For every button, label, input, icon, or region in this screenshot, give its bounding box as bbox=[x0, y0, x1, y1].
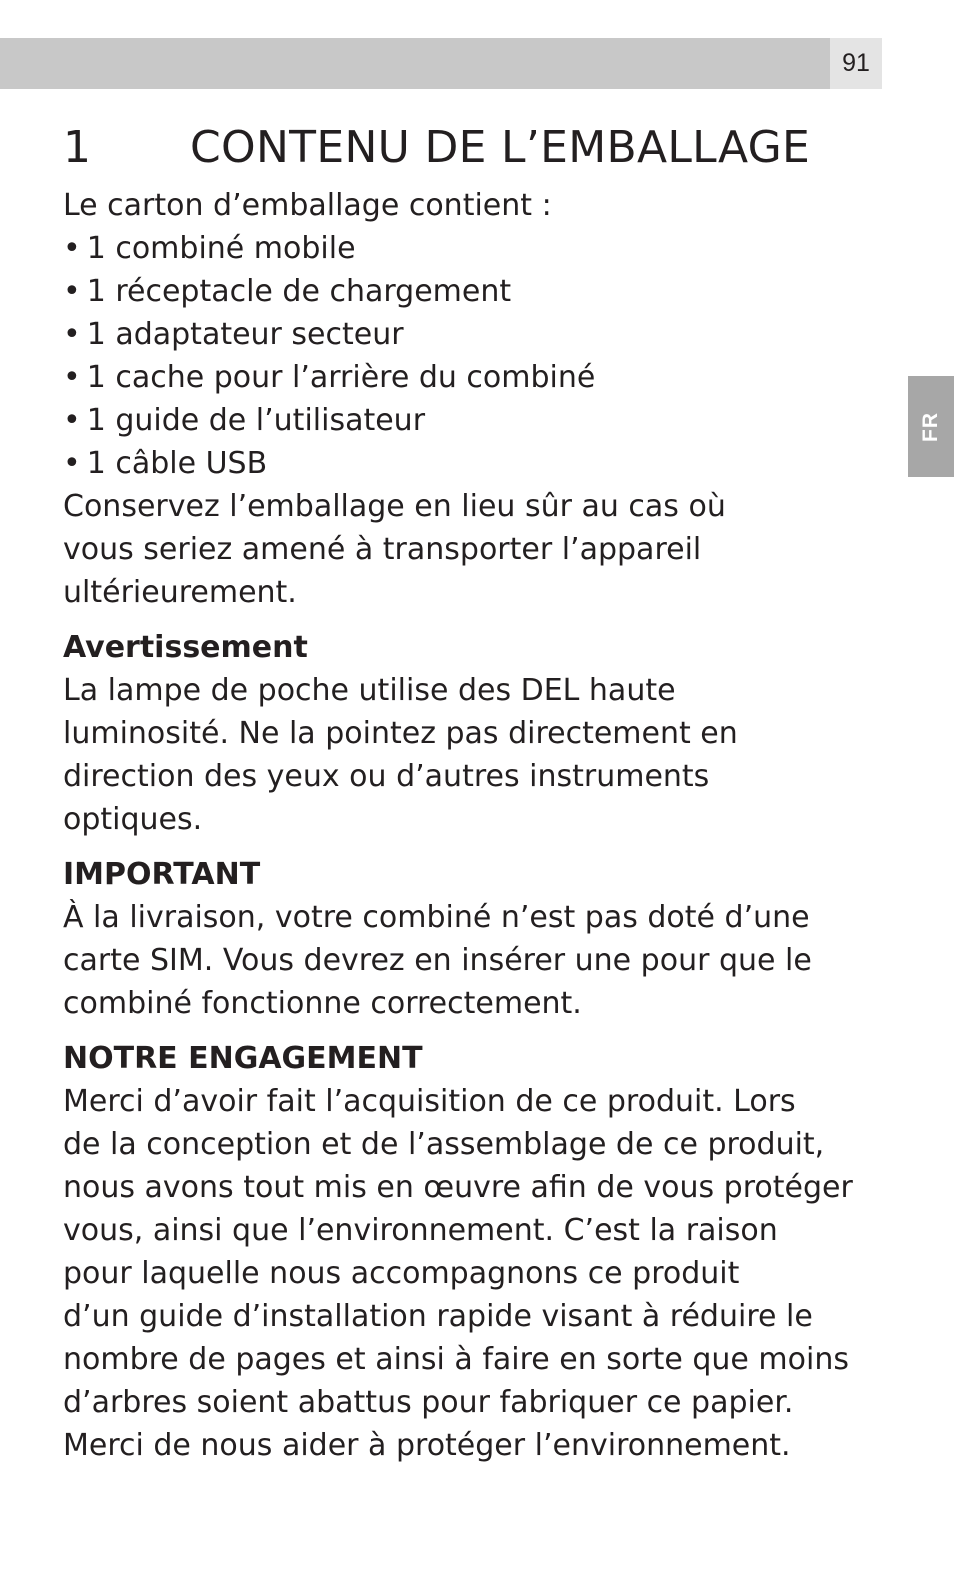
bullet: • bbox=[63, 446, 81, 481]
list-item: • 1 combiné mobile bbox=[63, 231, 356, 266]
bullet: • bbox=[63, 360, 81, 395]
important-paragraph: À la livraison, votre combiné n’est pas doté d’une carte SIM. Vous devrez en insérer une pour que le combiné fonctionne correctement. bbox=[63, 900, 812, 1021]
chapter-title-text: CONTENU DE L’EMBALLAGE bbox=[190, 122, 811, 173]
chapter-title bbox=[63, 120, 903, 176]
list-item: • 1 cache pour l’arrière du combiné bbox=[63, 360, 596, 395]
list-item: • 1 réceptacle de chargement bbox=[63, 274, 512, 309]
package-contents-list bbox=[63, 227, 903, 485]
commitment-paragraph: Merci d’avoir fait l’acquisition de ce produit. Lors de la conception et de l’assemblage de ce produit, nous avons tout mis en œuvre afin de vous protéger vous, ainsi que l’environnement. C’est la raison pour laquelle nous accompagnons ce produit d’un guide d’installation rapide visant à réduire le nombre de pages et ainsi à faire en sorte que moins d’arbres soient abattus pour fabriquer ce papier. Merci de nous aider à protéger l’environnement. bbox=[63, 1084, 853, 1463]
package-intro: Le carton d’emballage contient : bbox=[63, 188, 552, 223]
bullet: • bbox=[63, 403, 81, 438]
bullet: • bbox=[63, 317, 81, 352]
chapter-number: 1 bbox=[63, 122, 92, 173]
list-item: • 1 adaptateur secteur bbox=[63, 317, 404, 352]
page-number: 91 bbox=[830, 38, 882, 89]
language-tab-label: FR bbox=[919, 411, 942, 442]
list-item: • 1 câble USB bbox=[63, 446, 268, 481]
warning-paragraph: La lampe de poche utilise des DEL haute luminosité. Ne la pointez pas directement en direction des yeux ou d’autres instruments optiques. bbox=[63, 673, 738, 837]
commitment-heading: NOTRE ENGAGEMENT bbox=[63, 1041, 423, 1076]
language-tab bbox=[908, 376, 954, 477]
important-heading: IMPORTANT bbox=[63, 857, 261, 892]
bullet: • bbox=[63, 274, 81, 309]
header-bar bbox=[0, 38, 830, 89]
warning-heading: Avertissement bbox=[63, 630, 308, 665]
keep-packaging-paragraph: Conservez l’emballage en lieu sûr au cas où vous seriez amené à transporter l’appareil ultérieurement. bbox=[63, 489, 726, 610]
list-item: • 1 guide de l’utilisateur bbox=[63, 403, 426, 438]
page-content bbox=[63, 120, 903, 1467]
bullet: • bbox=[63, 231, 81, 266]
